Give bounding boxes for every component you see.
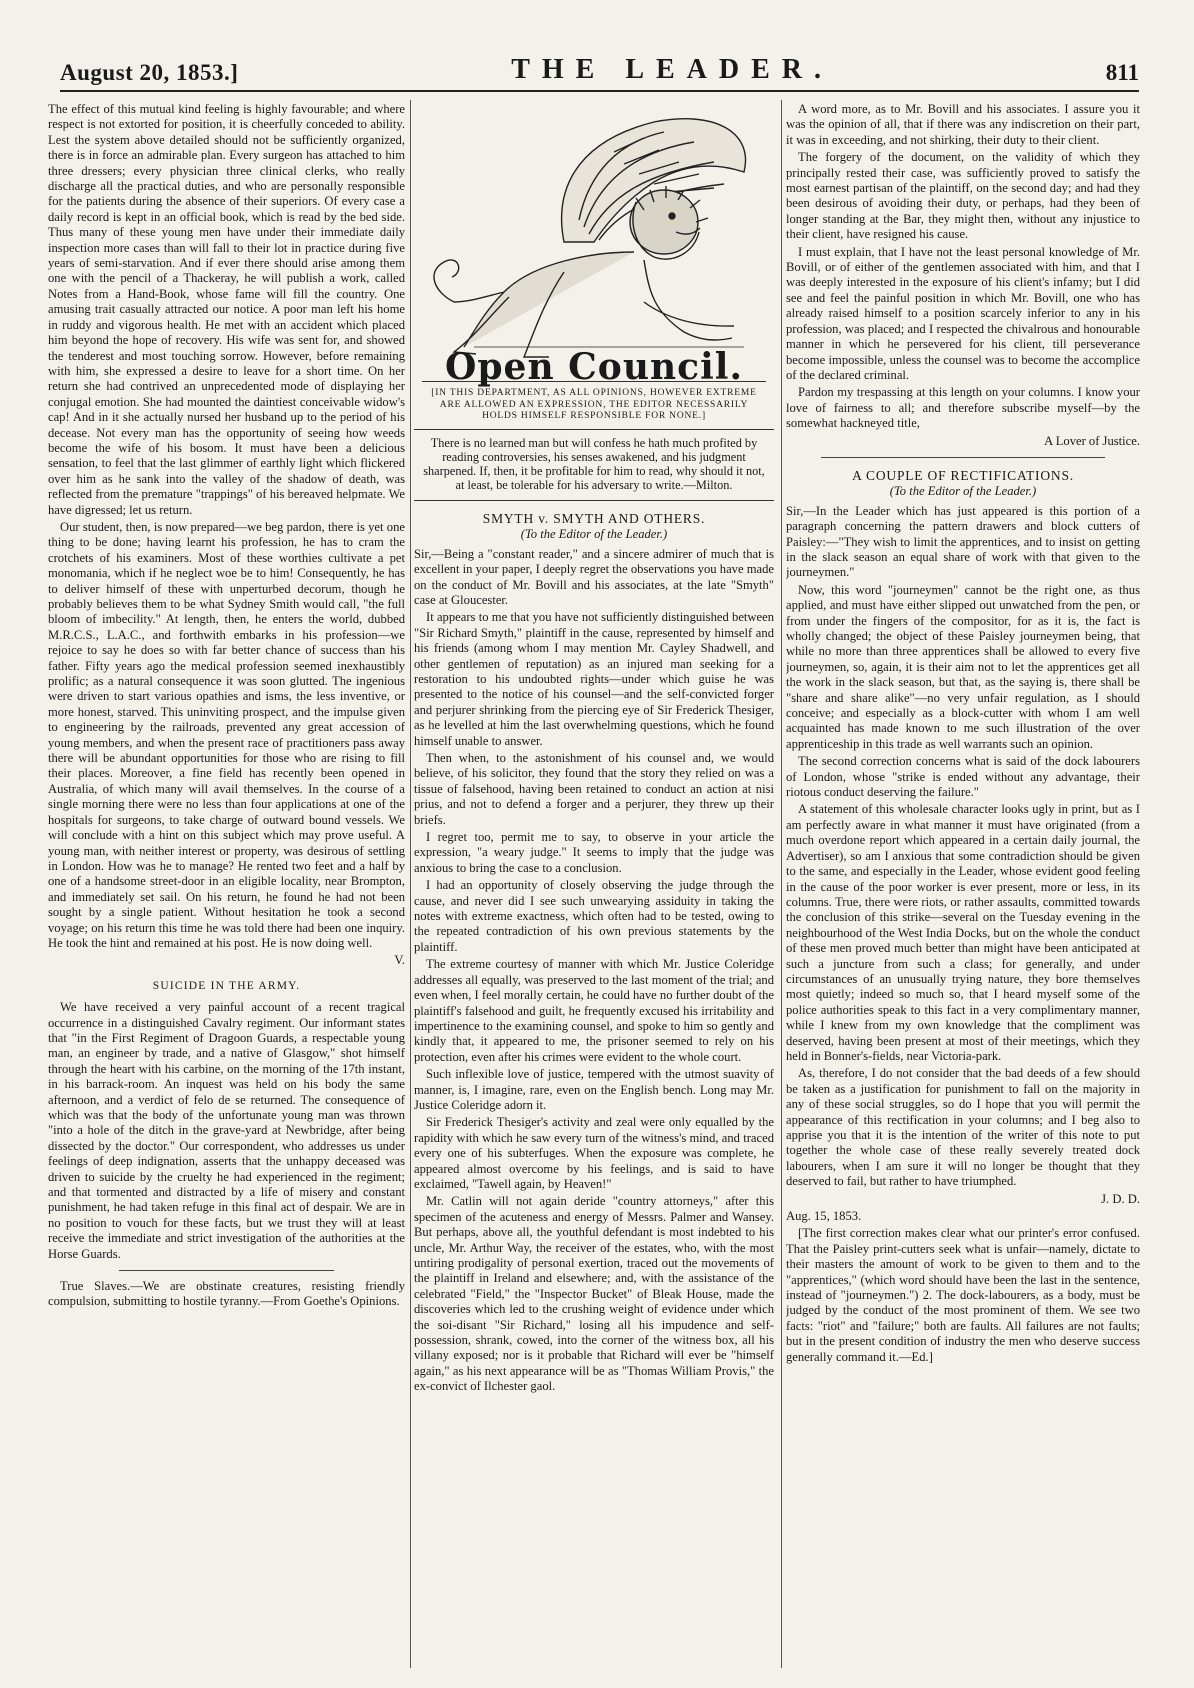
paragraph: I must explain, that I have not the least personal knowledge of Mr. Bovill, or of either of the gentlemen associated with him, and that I was deeply interested in the exposure of his client's infamy; but I did see and feel the painful position in which Mr. Bovill, one who has already raised himself to a position scarcely inferior to any in his profession, was placed; and I respected the chivalrous and honourable manner in which he persevered for his client, till perseverance become impossible, unless the counsel was to become the accomplice of the declared criminal. xyxy=(786,244,1140,382)
column-rule xyxy=(410,100,411,1668)
paragraph: A word more, as to Mr. Bovill and his associates. I assure you it was the opinion of all, that if there was any indiscretion on their part, it was in exceeding, and not shirking, their duty to their client. xyxy=(786,102,1140,147)
divider xyxy=(119,1270,333,1271)
paragraph: The effect of this mutual kind feeling is highly favourable; and where respect is not extorted for position, it is cheerfully conceded to ability. Lest the system above detailed should not be sufficiently organized, there is in force an admirable plan. Every surgeon has attached to him three dressers; every physician three clinical clerks, who really discharge all the practical duties, and who are personally responsible for the patients during the absence of their superiors. Of every case a daily record is kept in an official book, which is read by the bed side. Thus many of these young men have under their immediate daily inspection more cases than will fall to their lot in practice during five years of semi-starvation. And if ever there should arise among them one with the pencil of a Thackeray, he will publish a work, called Notes from a Hand-Book, whose fame will fill the country. One amusing trait casually attracted our notice. A poor man left his home in ruddy and vigorous health. He met with an accident which placed him beyond the hope of recovery. His wife was sent for, and showed the tenderest and most touching sorrow. However, before remaining with him, she expressed a desire to leave for a short time. On her return she had contrived an unprecedented mode of displaying her conjugal emotion. She had mounted the daintiest conceivable widow's cap! And in it she actually nursed her husband up to the period of his decease. Not every man has the opportunity of seeing how weeds become the wife of his bosom. It must have been a delicious sensation, to feel that the last glimmer of earthly light which flickered over him as he sank into the valley of the shadow of death, was reflected from the premature "trappings" of his bereaved helpmate. We have digressed; let us return. xyxy=(48,102,405,517)
paragraph: Then when, to the astonishment of his counsel and, we would believe, of his solicitor, they found that the story they relied on was a tissue of falsehood, having been retained to conduct an action at nisi prius, and not to defend a forger and a perjurer, they threw up their briefs. xyxy=(414,751,774,827)
column-middle xyxy=(414,102,774,1666)
masthead xyxy=(60,52,1139,92)
paragraph: Mr. Catlin will not again deride "country attorneys," after this specimen of the acuteness and energy of Messrs. Palmer and Wansey. But perhaps, above all, the youthful defendant is most indebted to his uncle, Mr. Arthur Way, the receiver of the estates, who, with the most untiring prodigality of personal exertion, traced out the movements of the plaintiff in Ireland and elsewhere; and, with the assistance of the celebrated "Field," the "Inspector Bucket" of Bleak House, made the discoveries which led to the crushing weight of evidence under which the soi-disant "Sir Richard," losing all his impudence and self-possession, shrank, cowed, into the corner of the witness box, all his villany exposed; nor is it probable that Richard will ever be "himself again," as his next appearance will be as "Thomas William Provis," the ex-convict of Ilchester gaol. xyxy=(414,1194,774,1394)
paragraph: The forgery of the document, on the validity of which they principally rested their case, was sufficiently proved to satisfy the most earnest partisan of the plaintiff, on the second day; and had they been desirous of avoiding their duty, or perhaps, had they been of longer standing at the Bar, they might then, without any injustice to their client, have resigned his cause. xyxy=(786,150,1140,242)
signature: A Lover of Justice. xyxy=(1044,433,1140,448)
letter-date: Aug. 15, 1853. xyxy=(786,1209,862,1224)
paragraph: True Slaves.—We are obstinate creatures, resisting friendly compulsion, submitting to hostile tyranny.—From Goethe's Opinions. xyxy=(48,1279,405,1309)
paragraph: Sir Frederick Thesiger's activity and zeal were only equalled by the rapidity with which he saw every turn of the witness's mind, and traced every one of his subterfuges. When the exposure was complete, he appeared almost overcome by his feelings, and is said to have exclaimed, "Tawell again, by Heaven!" xyxy=(414,1115,774,1191)
paragraph: The extreme courtesy of manner with which Mr. Justice Coleridge addresses all equally, was preserved to the last moment of the trial; and even when, I feel morally certain, he could have no further doubt of the plaintiff's falsehood and guilt, he frequently excused his irritability and impertinence to the examining counsel, and spoke to him so gently and kindly that, it appeared to me, the prisoner seemed to rely on his protection, even after his crimes were evident to the whole court. xyxy=(414,957,774,1064)
divider xyxy=(821,457,1104,458)
paragraph: We have received a very painful account of a recent tragical occurrence in a distinguished Cavalry regiment. Our informant states that "in the First Regiment of Dragoon Guards, a respectable young man, an engineer by trade, and a native of Glasgow," shot himself through the heart with his carbine, on the morning of the 17th instant, in his barrack-room. An inquest was held on his body the same afternoon, and a verdict of felo de se returned. The consequence of which was that the body of the unfortunate young man was thrown "into a hole of the ditch in the grave-yard at Newbridge, after being dissected by the doctor." Our correspondent, who addresses us under feelings of deep indignation, asserts that the unhappy deceased was driven to suicide by the cruelty he had experienced in the regiment; and that tormented and distracted by a life of misery and constant punishment, he had taken refuge in this final act of despair. We are in no position to vouch for these facts, but we trust they will at least receive the immediate and strict investigation of the authorities at the Horse Guards. xyxy=(48,1000,405,1261)
paragraph: Sir,—Being a "constant reader," and a sincere admirer of much that is excellent in your paper, I deeply regret the observations you have made on the conduct of Mr. Bovill and his associates, at the late "Smyth" case at Gloucester. xyxy=(414,546,774,607)
epigraph: There is no learned man but will confess he hath much profited by reading controversies, his senses awakened, and his judgment sharpened. If, then, it be profitable for him to read, why should it not, at least, be tolerable for his adversary to write.—Milton. xyxy=(414,429,774,501)
article-heading: A COUPLE OF RECTIFICATIONS. xyxy=(852,467,1074,483)
article-subheading: (To the Editor of the Leader.) xyxy=(520,527,668,542)
paragraph: As, therefore, I do not consider that the bad deeds of a few should be taken as a justification for punishment to fall on the majority in any of these social struggles, so do I hope that you will permit the appearance of this rectification in your columns; and I beg also to apprise you that it is the intention of the writer of this note to put together the whole case of these really severely treated dock labourers, when I am sure it will no longer be thought that they deserved to fail, but rather to have triumphed. xyxy=(786,1066,1140,1189)
paragraph: I regret too, permit me to say, to observe in your article the expression, "a weary judge." It seems to imply that the judge was anxious to bring the case to a conclusion. xyxy=(414,830,774,875)
winged-lion-emblem xyxy=(414,102,774,370)
editor-notice: [IN THIS DEPARTMENT, AS ALL OPINIONS, HOWEVER EXTREME ARE ALLOWED AN EXPRESSION, THE EDITOR NECESSARILY HOLDS HIMSELF RESPONSIBLE FOR NONE.] xyxy=(422,381,766,423)
article-heading: SMYTH v. SMYTH AND OTHERS. xyxy=(482,510,706,526)
column-right xyxy=(786,102,1140,1666)
paragraph: Now, this word "journeymen" cannot be the right one, as thus applied, and must have either slipped out unwatched from the pen, or from under the fingers of the compositor, for as it is, the fact is wholly changed; the object of these Paisley journeymen being, that while no more than three apprentices shall be allowed to every five journeymen, so, again, it is their aim not to let the apprentices get all the work in the slack season, but that, as the saying is, there shall be "share and share alike"—no very unfair regulation, as I should conceive; and especially as a block-cutter with whom I am well acquainted has made known to me such illustration of the over apprenticeship in this trade as well warrants such an opinion. xyxy=(786,582,1140,751)
paragraph: Such inflexible love of justice, tempered with the utmost suavity of manner, is, I imagine, rare, even on the English bench. Long may Mr. Justice Coleridge adorn it. xyxy=(414,1067,774,1112)
paper-title: THE LEADER. xyxy=(511,54,834,85)
paragraph: Pardon my trespassing at this length on your columns. I know your love of fairness to all; and therefore subscribe myself—by the somewhat hackneyed title, xyxy=(786,385,1140,431)
paragraph: Sir,—In the Leader which has just appeared is this portion of a paragraph concerning the pattern drawers and block cutters of Paisley:—"They wish to limit the apprentices, and to insist on getting in the slack season an equal share of work with that given to the journeymen." xyxy=(786,503,1140,580)
paragraph: A statement of this wholesale character looks ugly in print, but as I am perfectly aware in what manner it must have originated (from a much overdone report which appeared in a certain daily journal, the Advertiser), so am I anxious that some contradiction should be given to the same, and especially in the Leader, whose evident good feeling in the cause of the poor worker is ever present, more or less, in its columns. True, there were riots, or rather assaults, committed towards the conclusion of this strike—several on the Tuesday evening in the neighbourhood of the West India Docks, but on the whole the conduct of these men proved much better than might have been anticipated at such a juncture from such a class; for generally, and under circumstances of an unusually trying nature, they bore themselves most quietly; indeed so much so, that I heard myself some of the police authorities speak to this fact in a very complimentary manner, while I knew from my own knowledge that the compliment was deserved, having been present at most of their meetings, which they held in Bonner's-fields, near Victoria-park. xyxy=(786,802,1140,1063)
signature: V. xyxy=(394,953,405,968)
issue-date: August 20, 1853.] xyxy=(60,60,239,85)
paragraph: It appears to me that you have not sufficiently distinguished between "Sir Richard Smyth," plaintiff in the cause, represented by himself and his friends (among whom I may mention Mr. Cayley Shadwell, and other gentlemen of reputation) as an injured man seeking for a restoration to his undoubted rights—under which guise he was presented to the notice of his counsel—and the self-convicted forger and perjurer shrinking from the piercing eye of Sir Frederick Thesiger, as he levelled at him the last overwhelming questions, which he found himself unable to answer. xyxy=(414,610,774,748)
column-left xyxy=(48,102,405,1666)
paragraph: I had an opportunity of closely observing the judge through the cause, and never did I see such unwearying assiduity in taking the notes with extreme exactness, which often had to be tested, owing to the repeated contradiction of his own previous statements by the plaintiff. xyxy=(414,878,774,954)
paragraph: The second correction concerns what is said of the dock labourers of London, whose "strike is ended without any advantage, their riotous conduct deserving the failure." xyxy=(786,754,1140,800)
section-masthead-open-council: Open Council. xyxy=(445,346,743,388)
paragraph: Our student, then, is now prepared—we beg pardon, there is yet one thing to be done; having learnt his profession, he has to cram the crotchets of his examiners. Most of these worthies cultivate a pet monomania, which if he neglect woe be to him! Consequently, he has to deliver himself of these with unperturbed decorum, though he probably believes them to be what Sydney Smith would call, "the full bloom of imbecility." At length, then, he enters the world, dubbed M.R.C.S., L.A.C., and forthwith embarks in his profession—we rejoice to say he does so with far better chance of success than his father. Fifty years ago the medical profession seemed inexhaustibly prolific; as a natural consequence it was soon glutted. The ingenious were driven to start various opathies and isms, the less inventive, or more honest, starved. This uninviting prospect, and the impulse given to engineering by the railroads, prevented any great accession of young members, and when the present race of practitioners pass away there will be abundant opportunities for those who are rising to fill their places. Moreover, a fine field has recently been opened in Australia, of which many will avail themselves. In the course of a single morning there were no less than four applications at one of the hospitals for surgeons, to take charge of outward bound vessels. We will conclude with a hint on this subject which may prove useful. A young man, with neither interest or property, was desirous of settling in London. How was he to manage? He rented two feet and a half by one of a handsome street-door in an eligible locality, near Brompton, and immediately set sail. On his return, he found he had not been sought by a single patient. Without hesitation he took a second voyage; on his return this time he was told there had been one inquiry. He took the hint and remained at his post. He is now doing well. xyxy=(48,519,405,950)
article-subheading: (To the Editor of the Leader.) xyxy=(889,484,1037,499)
column-rule xyxy=(781,100,782,1668)
section-heading: SUICIDE IN THE ARMY. xyxy=(152,979,301,992)
editor-note: [The first correction makes clear what our printer's error confused. That the Paisley print-cutters seek what is unfair—namely, dictate to their masters the amount of work to be given to them and to the "apprentices," (which word should have been the last in the sentence, instead of "journeymen.") 2. The dock-labourers, as a body, must be judged by the conduct of the most prominent of them. We see two facts: "riot" and "failure;" both are faults. All failures are not faults; but in the present condition of industry the men who deserve success generally command it.—Ed.] xyxy=(786,1226,1140,1364)
signature: J. D. D. xyxy=(1101,1191,1140,1206)
page-number: 811 xyxy=(1105,60,1139,85)
